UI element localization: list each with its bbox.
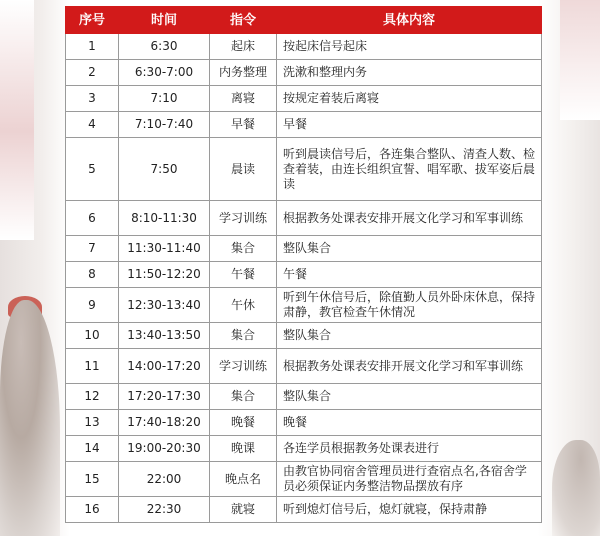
row-number: 4 xyxy=(66,112,119,138)
row-content: 整队集合 xyxy=(277,384,542,410)
row-time: 22:00 xyxy=(119,462,210,497)
row-command: 集合 xyxy=(210,236,277,262)
row-content: 整队集合 xyxy=(277,323,542,349)
row-content: 听到熄灯信号后，熄灯就寝，保持肃静 xyxy=(277,497,542,523)
row-command: 晚点名 xyxy=(210,462,277,497)
row-command: 内务整理 xyxy=(210,60,277,86)
table-row xyxy=(66,236,542,262)
background-right-decoration xyxy=(538,0,600,536)
row-time: 6:30-7:00 xyxy=(119,60,210,86)
table-row xyxy=(66,497,542,523)
table-row xyxy=(66,462,542,497)
row-command: 晨读 xyxy=(210,138,277,201)
row-number: 6 xyxy=(66,201,119,236)
table-row xyxy=(66,349,542,384)
row-command: 离寝 xyxy=(210,86,277,112)
row-number: 14 xyxy=(66,436,119,462)
row-content: 听到晨读信号后，各连集合整队、清查人数、检查着装，由连长组织宣誓、唱军歌、拔军姿后晨读 xyxy=(277,138,542,201)
row-command: 集合 xyxy=(210,323,277,349)
background-flag-stripe xyxy=(0,0,34,240)
row-number: 2 xyxy=(66,60,119,86)
row-number: 16 xyxy=(66,497,119,523)
row-time: 8:10-11:30 xyxy=(119,201,210,236)
row-number: 11 xyxy=(66,349,119,384)
table-row xyxy=(66,436,542,462)
row-number: 3 xyxy=(66,86,119,112)
header-command: 指令 xyxy=(210,7,277,34)
table-row xyxy=(66,201,542,236)
row-number: 5 xyxy=(66,138,119,201)
row-number: 9 xyxy=(66,288,119,323)
background-soldier-figure-right xyxy=(552,440,600,536)
row-command: 晚餐 xyxy=(210,410,277,436)
header-time: 时间 xyxy=(119,7,210,34)
background-flag-stripe-right xyxy=(560,0,600,120)
row-content: 听到午休信号后，除值勤人员外卧床休息，保持肃静，教官检查午休情况 xyxy=(277,288,542,323)
row-time: 14:00-17:20 xyxy=(119,349,210,384)
table-row xyxy=(66,138,542,201)
row-command: 晚课 xyxy=(210,436,277,462)
table-row xyxy=(66,86,542,112)
row-content: 午餐 xyxy=(277,262,542,288)
row-content: 洗漱和整理内务 xyxy=(277,60,542,86)
row-command: 学习训练 xyxy=(210,201,277,236)
row-content: 根据教务处课表安排开展文化学习和军事训练 xyxy=(277,349,542,384)
row-number: 10 xyxy=(66,323,119,349)
row-command: 午休 xyxy=(210,288,277,323)
table-row xyxy=(66,323,542,349)
row-command: 学习训练 xyxy=(210,349,277,384)
row-command: 起床 xyxy=(210,34,277,60)
row-command: 早餐 xyxy=(210,112,277,138)
table-row xyxy=(66,112,542,138)
row-command: 午餐 xyxy=(210,262,277,288)
row-number: 1 xyxy=(66,34,119,60)
row-time: 7:10-7:40 xyxy=(119,112,210,138)
row-content: 根据教务处课表安排开展文化学习和军事训练 xyxy=(277,201,542,236)
row-content: 按起床信号起床 xyxy=(277,34,542,60)
row-command: 就寝 xyxy=(210,497,277,523)
table-row xyxy=(66,410,542,436)
table-row xyxy=(66,384,542,410)
row-time: 11:50-12:20 xyxy=(119,262,210,288)
background-left-decoration xyxy=(0,0,70,536)
daily-schedule-table xyxy=(65,6,542,523)
header-content: 具体内容 xyxy=(277,7,542,34)
row-time: 17:20-17:30 xyxy=(119,384,210,410)
row-time: 22:30 xyxy=(119,497,210,523)
row-number: 8 xyxy=(66,262,119,288)
header-number: 序号 xyxy=(66,7,119,34)
table-row xyxy=(66,60,542,86)
row-content: 由教官协同宿舍管理员进行查宿点名,各宿舍学员必须保证内务整洁物品摆放有序 xyxy=(277,462,542,497)
row-time: 12:30-13:40 xyxy=(119,288,210,323)
row-number: 15 xyxy=(66,462,119,497)
row-time: 11:30-11:40 xyxy=(119,236,210,262)
row-content: 整队集合 xyxy=(277,236,542,262)
table-row xyxy=(66,288,542,323)
row-number: 7 xyxy=(66,236,119,262)
row-content: 晚餐 xyxy=(277,410,542,436)
table-row xyxy=(66,262,542,288)
row-time: 19:00-20:30 xyxy=(119,436,210,462)
background-soldier-figure xyxy=(0,300,60,536)
row-time: 7:10 xyxy=(119,86,210,112)
table-header-row xyxy=(66,7,542,34)
row-command: 集合 xyxy=(210,384,277,410)
row-content: 早餐 xyxy=(277,112,542,138)
row-number: 12 xyxy=(66,384,119,410)
row-time: 17:40-18:20 xyxy=(119,410,210,436)
table-row xyxy=(66,34,542,60)
row-number: 13 xyxy=(66,410,119,436)
row-time: 13:40-13:50 xyxy=(119,323,210,349)
row-time: 7:50 xyxy=(119,138,210,201)
row-content: 按规定着装后离寝 xyxy=(277,86,542,112)
row-content: 各连学员根据教务处课表进行 xyxy=(277,436,542,462)
row-time: 6:30 xyxy=(119,34,210,60)
